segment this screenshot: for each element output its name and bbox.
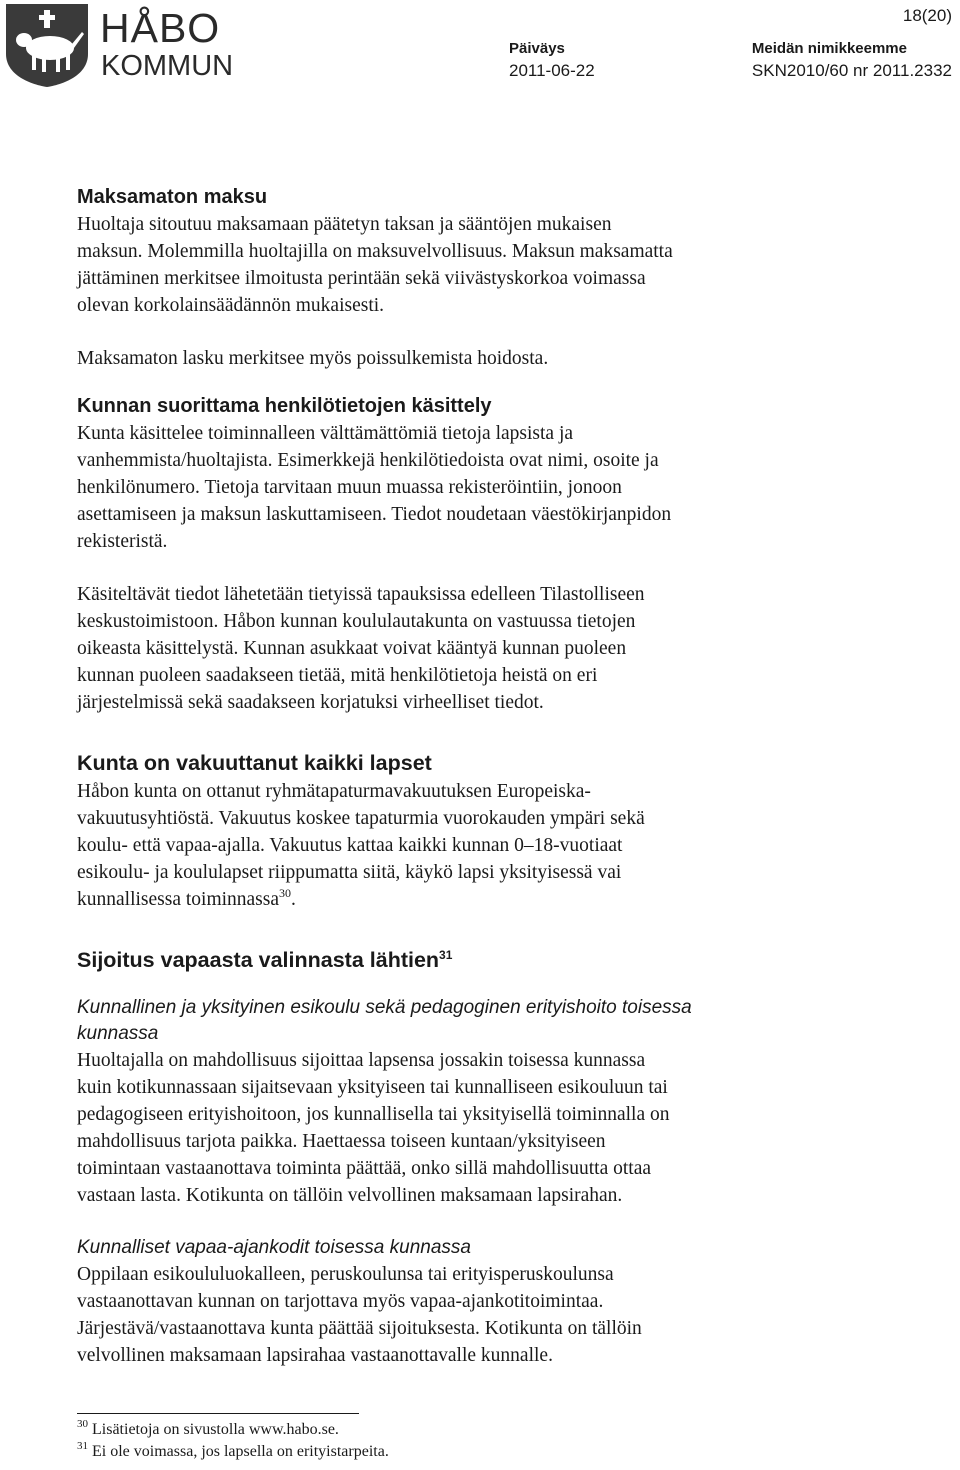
preschool-other-municipality-paragraph: [77, 1047, 797, 1209]
text-line: kunnan puoleen saadakseen tietää, mitä henkilötietoja heistä on eri: [77, 665, 598, 686]
footnote-text: Ei ole voimassa, jos lapsella on erityistarpeita.: [92, 1443, 389, 1460]
footnote-number: 30: [77, 1418, 88, 1430]
text-line: keskustoimistoon. Håbon kunnan koululautakunta on vastuussa tietojen: [77, 611, 636, 632]
footnote-30: [77, 1419, 389, 1441]
insurance-paragraph: [77, 778, 797, 913]
heading-unpaid-fee: Maksamaton maksu: [77, 186, 268, 208]
text-line: pedagogiseen erityishoitoon, jos kunnallisella tai yksityisellä toiminnalla on: [77, 1104, 670, 1125]
footnote-31: [77, 1441, 389, 1463]
text-line: Huoltajalla on mahdollisuus sijoittaa lapsensa jossakin toisessa kunnassa: [77, 1050, 646, 1071]
text-line: kuin kotikunnassaan sijaitsevaan yksityiseen tai kunnalliseen esikouluun tai: [77, 1077, 668, 1098]
text-line: asettamiseen ja maksun laskuttamiseen. Tiedot noudetaan väestökirjanpidon: [77, 504, 672, 525]
date-value: 2011-06-22: [509, 61, 595, 80]
date-label: Päiväys: [509, 40, 565, 57]
subheading-preschool-other-municipality: [77, 995, 797, 1047]
text-line: toimintaan vastaanottava toiminta päättää, onko sillä mahdollisuutta ottaa: [77, 1158, 652, 1179]
unpaid-fee-paragraph: [77, 211, 797, 319]
text-line: velvollinen maksamaan lapsirahaa vastaanottavalle kunnalle.: [77, 1345, 553, 1366]
text-line: Oppilaan esikoululuokalleen, peruskoulunsa tai erityisperuskoulunsa: [77, 1264, 614, 1285]
date-block: [509, 39, 595, 83]
reference-label: Meidän nimikkeemme: [751, 40, 907, 57]
text-line: koulu- että vapaa-ajalla. Vakuutus kattaa kaikki kunnan 0–18-vuotiaat: [77, 835, 623, 856]
personal-data-paragraph-2: [77, 581, 797, 716]
text-line: oikeasta käsittelystä. Kunnan asukkaat voivat kääntyä kunnan puoleen: [77, 638, 627, 659]
footnote-ref-30: 30: [279, 886, 292, 900]
footnote-text: Lisätietoja on sivustolla www.habo.se.: [92, 1421, 339, 1438]
leisure-centres-paragraph: [77, 1261, 797, 1369]
text-line: olevan korkolainsäädännön mukaisesti.: [77, 295, 385, 316]
subheading-leisure-centres: Kunnalliset vapaa-ajankodit toisessa kunnassa: [77, 1237, 471, 1258]
text-line: Kunnallinen ja yksityinen esikoulu sekä pedagoginen erityishoito toisessa: [77, 997, 692, 1018]
document-body: [77, 183, 797, 1369]
text-line: Håbon kunta on ottanut ryhmätapaturmavakuutuksen Europeiska-: [77, 781, 591, 802]
text-line: Kunta käsittelee toiminnalleen välttämättömiä tietoja lapsista ja: [77, 423, 574, 444]
footnote-ref-31: 31: [439, 948, 453, 962]
reference-block: [752, 39, 952, 83]
text-line: jättäminen merkitsee ilmoitusta perintään sekä viivästyskorkoa voimassa: [77, 268, 646, 289]
heading-insurance: Kunta on vakuuttanut kaikki lapset: [77, 751, 432, 775]
text-line: maksun. Molemmilla huoltajilla on maksuvelvollisuus. Maksun maksamatta: [77, 241, 673, 262]
reference-value: SKN2010/60 nr 2011.2332: [751, 61, 952, 80]
text-line: mahdollisuus tarjota paikka. Haettaessa toiseen kuntaan/yksityiseen: [77, 1131, 606, 1152]
municipality-logo: [4, 2, 244, 88]
heading-personal-data: Kunnan suorittama henkilötietojen käsittely: [77, 395, 492, 417]
text-line: Käsiteltävät tiedot lähetetään tietyissä tapauksissa edelleen Tilastolliseen: [77, 584, 645, 605]
text-line: Huoltaja sitoutuu maksamaan päätetyn taksan ja sääntöjen mukaisen: [77, 214, 612, 235]
text-line: vanhemmista/huoltajista. Esimerkkejä henkilötiedoista ovat nimi, osoite ja: [77, 450, 659, 471]
heading-placement: [77, 945, 797, 975]
text-line: kunnassa: [77, 1023, 159, 1044]
page-number: 18(20): [902, 6, 952, 25]
text-line: vastaan lasta. Kotikunta on tällöin velvollinen maksamaan lapsirahan.: [77, 1185, 623, 1206]
text-line-end: .: [291, 889, 296, 910]
text-line: henkilönumero. Tietoja tarvitaan muun muassa rekisteröintiin, jonoon: [77, 477, 622, 498]
text-line: rekisteristä.: [77, 531, 168, 552]
text-line: esikoulu- ja koululapset riippumatta siitä, käykö lapsi yksityisessä vai: [77, 862, 622, 883]
habo-coat-of-arms-icon: [4, 2, 90, 88]
logo-text-kommun: KOMMUN: [101, 50, 234, 82]
footnotes: [77, 1419, 389, 1463]
text-line: vastaanottavan kunnan on tarjottava myös vapaa-ajankotitoimintaa.: [77, 1291, 604, 1312]
unpaid-invoice-note: Maksamaton lasku merkitsee myös poissulkemista hoidosta.: [77, 348, 549, 369]
text-line: vakuutusyhtiöstä. Vakuutus koskee tapaturmia vuorokauden ympäri sekä: [77, 808, 645, 829]
text-line: Järjestävä/vastaanottava kunta päättää sijoituksesta. Kotikunta on tällöin: [77, 1318, 642, 1339]
logo-text-habo: HÅBO: [100, 5, 221, 51]
footnote-number: 31: [77, 1440, 88, 1452]
heading-placement-text: Sijoitus vapaasta valinnasta lähtien: [77, 948, 440, 972]
personal-data-paragraph-1: [77, 420, 797, 555]
footnote-divider: [77, 1413, 359, 1414]
text-line: kunnallisessa toiminnassa: [77, 889, 280, 910]
text-line: järjestelmissä sekä saadakseen korjatuksi virheelliset tiedot.: [77, 692, 544, 713]
